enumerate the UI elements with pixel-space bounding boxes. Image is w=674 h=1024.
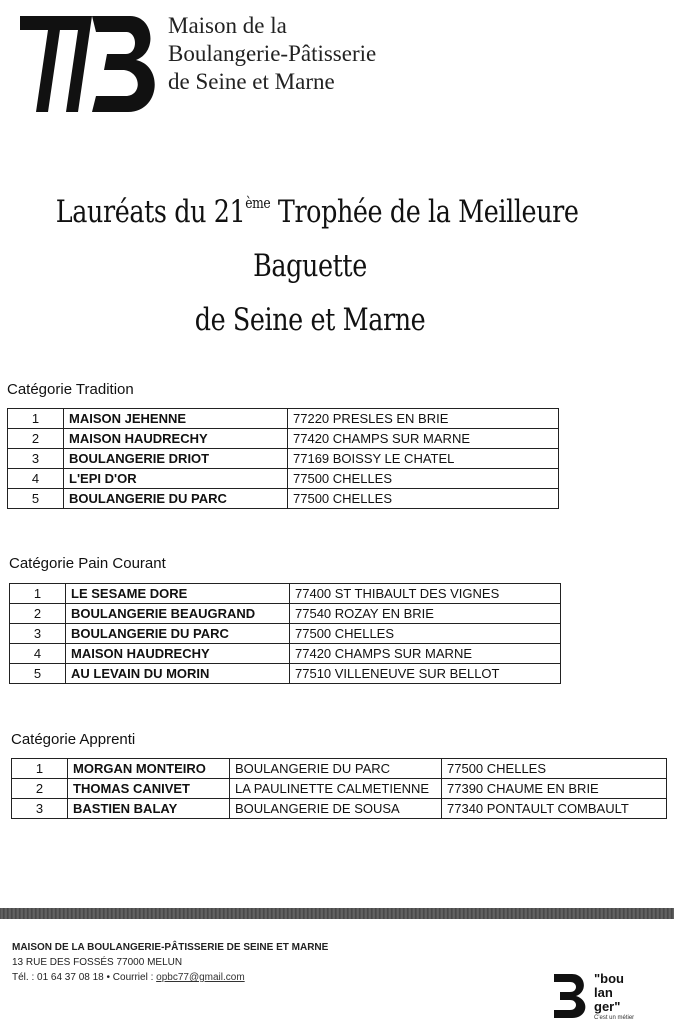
table-row: [8, 469, 559, 489]
logo-77b: [18, 8, 163, 118]
table-row: [12, 799, 667, 819]
winner-name-cell: BOULANGERIE DRIOT: [64, 449, 288, 469]
table-row: [10, 624, 561, 644]
table-row: [10, 604, 561, 624]
winner-name-cell: BOULANGERIE DU PARC: [64, 489, 288, 509]
page-title: [55, 176, 579, 347]
address-cell: 77540 ROZAY EN BRIE: [290, 604, 561, 624]
winner-name-cell: AU LEVAIN DU MORIN: [66, 664, 290, 684]
table-row: [8, 489, 559, 509]
table-row: [8, 429, 559, 449]
address-cell: 77400 ST THIBAULT DES VIGNES: [290, 584, 561, 604]
winner-name-cell: BOULANGERIE BEAUGRAND: [66, 604, 290, 624]
winner-name-cell: BASTIEN BALAY: [68, 799, 230, 819]
address-cell: 77420 CHAMPS SUR MARNE: [288, 429, 559, 449]
rank-cell: 1: [10, 584, 66, 604]
rank-cell: 1: [8, 409, 64, 429]
org-name-line-1: Maison de la: [168, 13, 287, 38]
table-row: [10, 584, 561, 604]
rank-cell: 5: [10, 664, 66, 684]
address-cell: 77420 CHAMPS SUR MARNE: [290, 644, 561, 664]
table-apprenti: [11, 758, 667, 819]
rank-cell: 1: [12, 759, 68, 779]
title-line-3: de Seine et Marne: [194, 302, 426, 338]
address-cell: 77340 PONTAULT COMBAULT: [442, 799, 667, 819]
bakery-cell: BOULANGERIE DE SOUSA: [230, 799, 442, 819]
badge-line-1: "bou: [594, 971, 624, 986]
footer-divider: [0, 908, 674, 919]
footer-org-name: MAISON DE LA BOULANGERIE-PÂTISSERIE DE SEINE ET MARNE: [12, 942, 329, 953]
boulanger-logo-icon: [550, 970, 590, 1022]
winner-name-cell: L'EPI D'OR: [64, 469, 288, 489]
bakery-cell: BOULANGERIE DU PARC: [230, 759, 442, 779]
table-row: [8, 409, 559, 429]
table-row: [12, 759, 667, 779]
rank-cell: 3: [12, 799, 68, 819]
winner-name-cell: MAISON HAUDRECHY: [64, 429, 288, 449]
address-cell: 77500 CHELLES: [288, 469, 559, 489]
title-line-1: [55, 176, 579, 239]
winner-name-cell: THOMAS CANIVET: [68, 779, 230, 799]
winner-name-cell: MAISON HAUDRECHY: [66, 644, 290, 664]
footer-contact-line: [12, 970, 328, 985]
email-link[interactable]: opbc77@gmail.com: [156, 972, 245, 983]
table-row: [10, 644, 561, 664]
footer-phone: Tél. : 01 64 37 08 18 • Courriel :: [12, 972, 157, 983]
rank-cell: 2: [8, 429, 64, 449]
address-cell: 77500 CHELLES: [290, 624, 561, 644]
bakery-cell: LA PAULINETTE CALMETIENNE: [230, 779, 442, 799]
footer-address: 13 RUE DES FOSSÉS 77000 MELUN: [12, 957, 183, 968]
rank-cell: 3: [8, 449, 64, 469]
org-name-line-2: Boulangerie-Pâtisserie: [168, 41, 377, 66]
boulanger-badge: [594, 972, 624, 1014]
rank-cell: 4: [10, 644, 66, 664]
address-cell: 77390 CHAUME EN BRIE: [442, 779, 667, 799]
address-cell: 77169 BOISSY LE CHATEL: [288, 449, 559, 469]
table-row: [12, 779, 667, 799]
table-tradition: [7, 408, 559, 509]
category-heading-pain-courant: Catégorie Pain Courant: [9, 555, 166, 572]
category-heading-apprenti: Catégorie Apprenti: [11, 731, 136, 748]
rank-cell: 3: [10, 624, 66, 644]
winner-name-cell: BOULANGERIE DU PARC: [66, 624, 290, 644]
table-pain-courant: [9, 583, 561, 684]
winner-name-cell: MORGAN MONTEIRO: [68, 759, 230, 779]
rank-cell: 4: [8, 469, 64, 489]
title-superscript: ème: [245, 194, 271, 212]
title-line-1-end: Trophée de la Meilleure: [270, 194, 579, 230]
address-cell: 77510 VILLENEUVE SUR BELLOT: [290, 664, 561, 684]
table-row: [8, 449, 559, 469]
table-row: [10, 664, 561, 684]
winner-name-cell: MAISON JEHENNE: [64, 409, 288, 429]
rank-cell: 5: [8, 489, 64, 509]
badge-line-2: lan: [594, 985, 613, 1000]
footer-contact: [12, 940, 328, 985]
org-name: [168, 12, 376, 96]
rank-cell: 2: [10, 604, 66, 624]
address-cell: 77500 CHELLES: [288, 489, 559, 509]
title-line-2: Baguette: [253, 248, 367, 284]
address-cell: 77500 CHELLES: [442, 759, 667, 779]
rank-cell: 2: [12, 779, 68, 799]
winner-name-cell: LE SESAME DORE: [66, 584, 290, 604]
title-line-1-start: Lauréats du 21: [55, 194, 246, 230]
address-cell: 77220 PRESLES EN BRIE: [288, 409, 559, 429]
badge-tagline: C'est un métier: [594, 1015, 635, 1021]
category-heading-tradition: Catégorie Tradition: [7, 381, 134, 398]
badge-line-3: ger": [594, 999, 621, 1014]
org-name-line-3: de Seine et Marne: [168, 69, 335, 94]
